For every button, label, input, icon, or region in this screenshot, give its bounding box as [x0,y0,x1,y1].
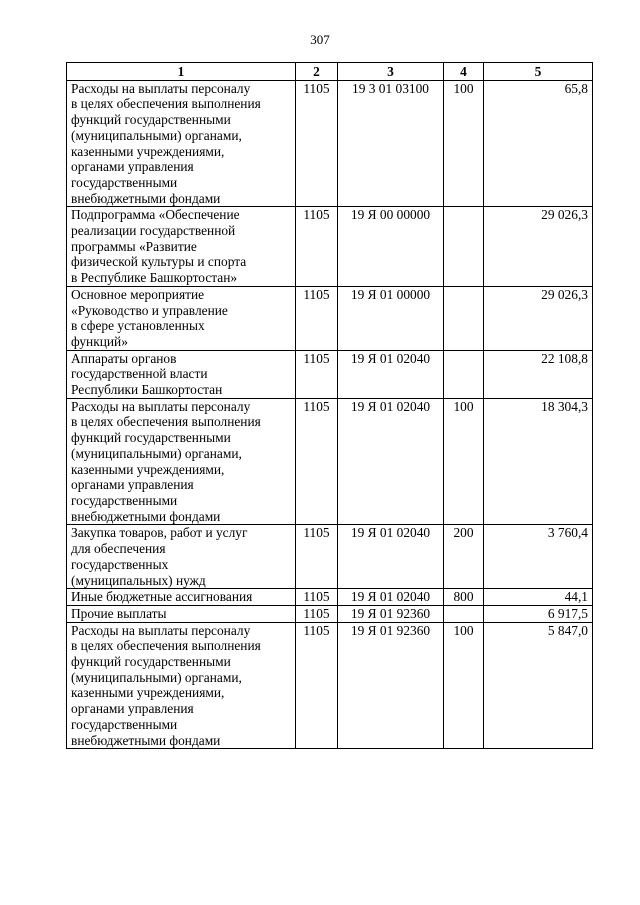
row-name-line: (муниципальными) органами, [71,127,242,143]
row-name-line: функций государственными [71,654,231,670]
row-name-line: функций государственными [71,430,231,446]
row-name-line: Аппараты органов [71,350,177,366]
amount-cell: 22 108,8 [484,350,593,398]
row-name-line: программы «Развитие [71,238,197,254]
section-cell: 1105 [296,398,338,525]
column-header-name: 1 [67,63,296,81]
row-name-cell [67,350,296,398]
row-name-cell [67,525,296,589]
row-name-line: (муниципальными) органами, [71,445,242,461]
section-cell: 1105 [296,622,338,749]
row-name-line: Расходы на выплаты персоналу [71,80,251,96]
expense-type-cell [444,350,484,398]
row-name-line: казенными учреждениями, [71,685,225,701]
row-name-cell [67,398,296,525]
row-name-line: Подпрограмма «Обеспечение [71,207,240,223]
section-cell: 1105 [296,350,338,398]
code-cell: 19 Я 01 02040 [338,398,444,525]
row-name-line: в целях обеспечения выполнения [71,638,261,654]
table-row [67,80,593,207]
row-name-line: внебюджетными фондами [71,508,221,524]
table-header-row [67,63,593,81]
row-name-line: внебюджетными фондами [71,732,221,748]
row-name-line: (муниципальными) органами, [71,669,242,685]
code-cell: 19 Я 01 92360 [338,605,444,622]
column-header-amount: 5 [484,63,593,81]
expense-type-cell: 200 [444,525,484,589]
row-name-line: Расходы на выплаты персоналу [71,622,251,638]
row-name-line: физической культуры и спорта [71,254,247,270]
amount-cell: 5 847,0 [484,622,593,749]
section-cell: 1105 [296,525,338,589]
section-cell: 1105 [296,589,338,606]
page-number: 307 [310,32,330,47]
table-row [67,589,593,606]
amount-cell: 65,8 [484,80,593,207]
amount-cell: 6 917,5 [484,605,593,622]
row-name-line: в сфере установленных [71,318,205,334]
expense-type-cell [444,605,484,622]
row-name-line: государственными [71,174,178,190]
section-cell: 1105 [296,80,338,207]
row-name-line: органами управления [71,477,194,493]
column-header-type: 4 [444,63,484,81]
budget-table [66,62,593,749]
row-name-line: государственными [71,716,178,732]
row-name-line: Республики Башкортостан [71,382,223,398]
table-row [67,350,593,398]
code-cell: 19 Я 01 92360 [338,622,444,749]
row-name-cell [67,286,296,350]
row-name-cell [67,622,296,749]
row-name-line: Основное мероприятие [71,286,205,302]
code-cell: 19 3 01 03100 [338,80,444,207]
expense-type-cell: 100 [444,398,484,525]
column-header-code: 3 [338,63,444,81]
expense-type-cell [444,286,484,350]
code-cell: 19 Я 01 02040 [338,525,444,589]
row-name-line: органами управления [71,159,194,175]
row-name-line: внебюджетными фондами [71,190,221,206]
code-cell: 19 Я 00 00000 [338,207,444,287]
row-name-line: государственными [71,492,178,508]
row-name-line: Закупка товаров, работ и услуг [71,525,248,541]
row-name-line: для обеспечения [71,541,166,557]
section-cell: 1105 [296,207,338,287]
row-name-line: функций государственными [71,112,231,128]
row-name-line: (муниципальных) нужд [71,572,206,588]
row-name-line: функций» [71,333,128,349]
row-name-line: реализации государственной [71,223,236,239]
expense-type-cell: 100 [444,622,484,749]
row-name-line: Расходы на выплаты персоналу [71,398,251,414]
section-cell: 1105 [296,286,338,350]
row-name-cell [67,605,296,622]
column-header-section: 2 [296,63,338,81]
table-row [67,207,593,287]
amount-cell: 29 026,3 [484,286,593,350]
amount-cell: 3 760,4 [484,525,593,589]
table-row [67,605,593,622]
expense-type-cell: 100 [444,80,484,207]
table-row [67,398,593,525]
row-name-line: государственной власти [71,366,208,382]
row-name-line: Прочие выплаты [71,605,167,621]
row-name-cell [67,80,296,207]
row-name-cell [67,589,296,606]
amount-cell: 29 026,3 [484,207,593,287]
row-name-line: в целях обеспечения выполнения [71,96,261,112]
row-name-line: в Республике Башкортостан» [71,270,238,286]
row-name-line: казенными учреждениями, [71,143,225,159]
row-name-line: в целях обеспечения выполнения [71,414,261,430]
row-name-cell [67,207,296,287]
row-name-line: государственных [71,556,169,572]
table-row [67,286,593,350]
row-name-line: Иные бюджетные ассигнования [71,589,253,605]
expense-type-cell [444,207,484,287]
amount-cell: 18 304,3 [484,398,593,525]
amount-cell: 44,1 [484,589,593,606]
section-cell: 1105 [296,605,338,622]
row-name-line: казенными учреждениями, [71,461,225,477]
code-cell: 19 Я 01 02040 [338,350,444,398]
row-name-line: органами управления [71,701,194,717]
row-name-line: «Руководство и управление [71,302,228,318]
table-row [67,622,593,749]
code-cell: 19 Я 01 00000 [338,286,444,350]
expense-type-cell: 800 [444,589,484,606]
code-cell: 19 Я 01 02040 [338,589,444,606]
table-row [67,525,593,589]
